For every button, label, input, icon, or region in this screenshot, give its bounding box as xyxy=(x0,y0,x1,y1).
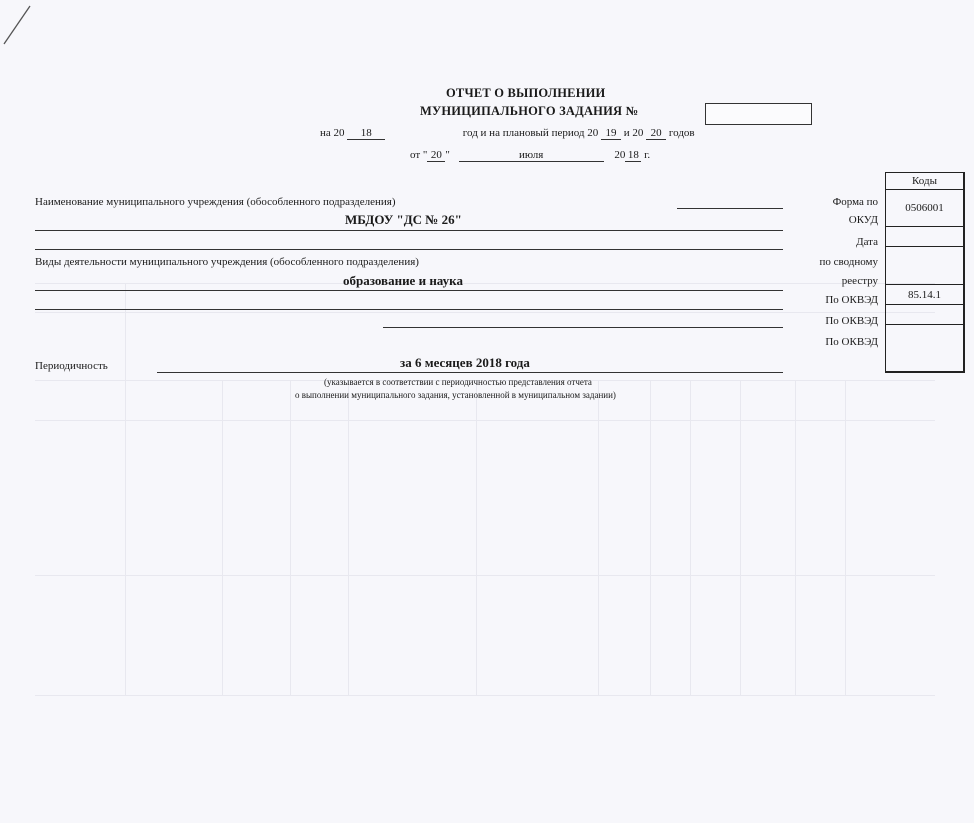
registry-label-2: реестру xyxy=(841,275,878,287)
activity-line-3 xyxy=(383,327,783,328)
date-suffix: г. xyxy=(644,149,651,161)
period-prefix: на 20 xyxy=(320,127,345,139)
task-number-box xyxy=(705,103,812,125)
okved-code-1: 85.14.1 xyxy=(886,284,963,305)
date-code-cell xyxy=(886,226,963,247)
date-year-prefix: 20 xyxy=(614,149,626,161)
date-prefix: от " xyxy=(410,149,428,161)
okved-label-2: По ОКВЭД xyxy=(825,315,878,327)
activity-label: Виды деятельности муниципального учреждения (обособленного подразделения) xyxy=(35,256,419,268)
institution-label: Наименование муниципального учреждения (обособленного подразделения) xyxy=(35,196,396,208)
okved-label-3: По ОКВЭД xyxy=(825,336,878,348)
period-and: и 20 xyxy=(623,127,644,139)
periodicity-value: за 6 месяцев 2018 года xyxy=(400,355,530,370)
date-year: 18 xyxy=(625,149,641,162)
date-quote: " xyxy=(445,149,450,161)
okved-code-3 xyxy=(886,324,963,345)
scan-mark xyxy=(0,0,40,50)
period-suffix: годов xyxy=(668,127,695,139)
date-day: 20 xyxy=(427,149,445,162)
okud-code: 0506001 xyxy=(886,189,963,226)
activity-line-2 xyxy=(35,309,783,310)
period-middle: год и на плановый период 20 xyxy=(462,127,599,139)
form-label-2: ОКУД xyxy=(848,214,878,226)
form-label-1: Форма по xyxy=(832,196,878,208)
period-line xyxy=(320,127,695,140)
periodicity-line xyxy=(157,372,783,373)
plan-year-2: 20 xyxy=(646,127,666,140)
institution-line-1 xyxy=(35,230,783,231)
codes-header: Коды xyxy=(912,175,937,187)
date-code-label: Дата xyxy=(856,236,878,248)
activity-value: образование и наука xyxy=(343,273,463,288)
report-title-line2: МУНИЦИПАЛЬНОГО ЗАДАНИЯ № xyxy=(420,104,639,118)
date-month: июля xyxy=(459,149,604,162)
report-year: 18 xyxy=(347,127,385,140)
okved-code-2 xyxy=(886,304,963,325)
plan-year-1: 19 xyxy=(601,127,621,140)
date-line xyxy=(410,149,650,162)
registry-label-1: по сводному xyxy=(819,256,878,268)
report-title-line1: ОТЧЕТ О ВЫПОЛНЕНИИ xyxy=(446,86,606,100)
periodicity-label: Периодичность xyxy=(35,360,108,372)
institution-line-2 xyxy=(35,249,783,250)
registry-code-cell xyxy=(886,246,963,285)
institution-value: МБДОУ "ДС № 26" xyxy=(345,212,462,227)
periodicity-note-1: (указывается в соответствии с периодичностью представления отчета xyxy=(324,377,592,387)
periodicity-note-2: о выполнении муниципального задания, установленной в муниципальном задании) xyxy=(295,390,616,400)
codes-table xyxy=(885,172,965,373)
activity-line-1 xyxy=(35,290,783,291)
okved-label-1: По ОКВЭД xyxy=(825,294,878,306)
institution-label-line xyxy=(677,208,783,209)
